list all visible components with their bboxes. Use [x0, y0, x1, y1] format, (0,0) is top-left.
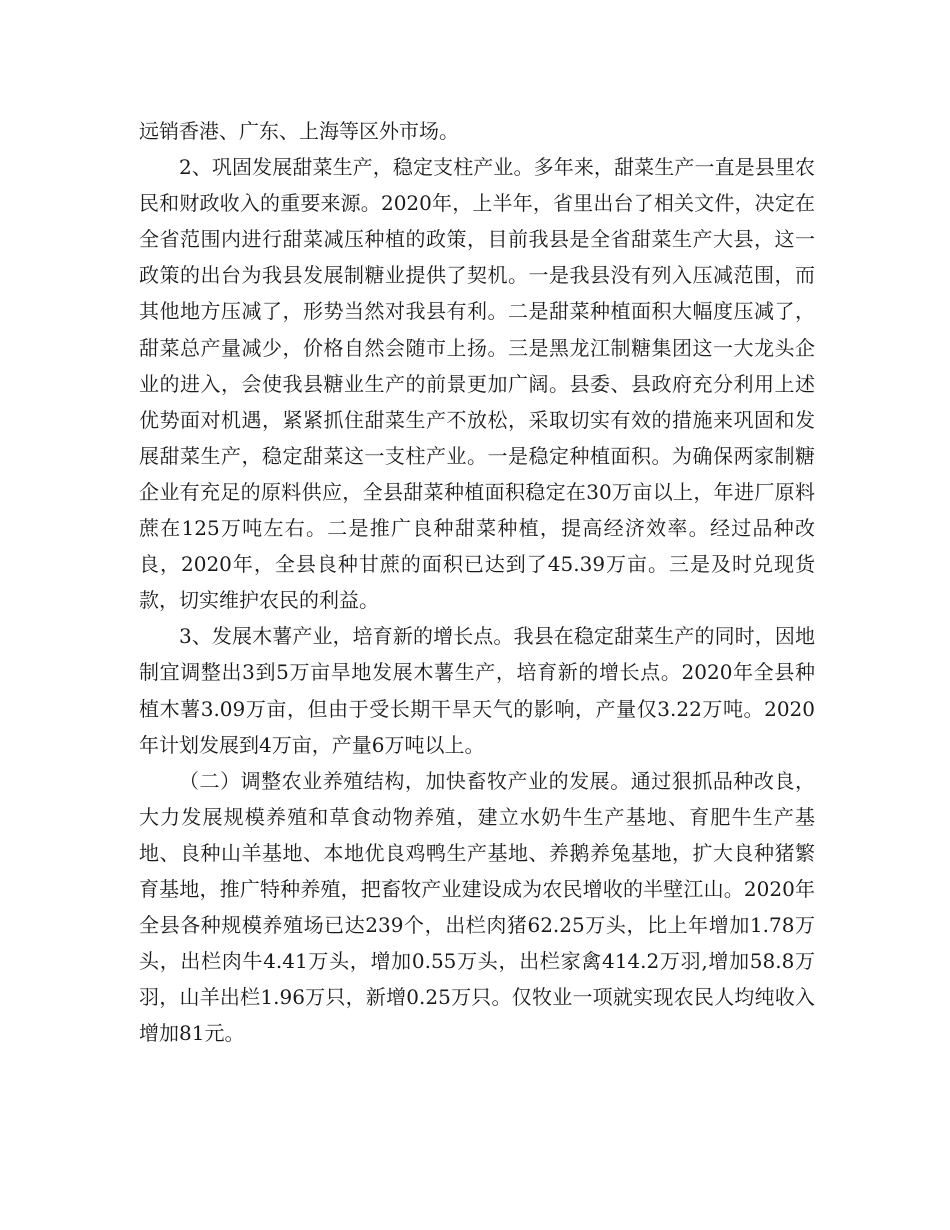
paragraph-continuation: 远销香港、广东、上海等区外市场。: [139, 119, 459, 143]
paragraph-cassava: 3、发展木薯产业，培育新的增长点。我县在稳定甜菜生产的同时，因地制宜调整出3到5万亩旱地发展木薯生产，培育新的增长点。2020年全县种植木薯3.09万亩，但由于受长期干旱天气的影响，产量仅3.22万吨。2020年计划发展到4万亩，产量6万吨以上。: [139, 624, 815, 757]
document-body: [139, 113, 815, 1051]
paragraph-livestock: （二）调整农业养殖结构，加快畜牧产业的发展。通过狠抓品种改良，大力发展规模养殖和草食动物养殖，建立水奶牛生产基地、育肥牛生产基地、良种山羊基地、本地优良鸡鸭生产基地、养鹅养兔基地，扩大良种猪繁育基地，推广特种养殖，把畜牧产业建设成为农民增收的半壁江山。2020年全县各种规模养殖场已达239个，出栏肉猪62.25万头，比上年增加1.78万头，出栏肉牛4.41万头，增加0.55万头，出栏家禽414.2万羽,增加58.8万羽，山羊出栏1.96万只，新增0.25万只。仅牧业一项就实现农民人均纯收入增加81元。: [139, 768, 815, 1046]
paragraph-sugar-beet: 2、巩固发展甜菜生产，稳定支柱产业。多年来，甜菜生产一直是县里农民和财政收入的重要来源。2020年，上半年，省里出台了相关文件，决定在全省范围内进行甜菜减压种植的政策，目前我县是全省甜菜生产大县，这一政策的出台为我县发展制糖业提供了契机。一是我县没有列入压减范围，而其他地方压减了，形势当然对我县有利。二是甜菜种植面积大幅度压减了，甜菜总产量减少，价格自然会随市上扬。三是黑龙江制糖集团这一大龙头企业的进入，会使我县糖业生产的前景更加广阔。县委、县政府充分利用上述优势面对机遇，紧紧抓住甜菜生产不放松，采取切实有效的措施来巩固和发展甜菜生产，稳定甜菜这一支柱产业。一是稳定种植面积。为确保两家制糖企业有充足的原料供应，全县甜菜种植面积稳定在30万亩以上，年进厂原料蔗在125万吨左右。二是推广良种甜菜种植，提高经济效率。经过品种改良，2020年，全县良种甘蔗的面积已达到了45.39万亩。三是及时兑现货款，切实维护农民的利益。: [139, 155, 815, 613]
